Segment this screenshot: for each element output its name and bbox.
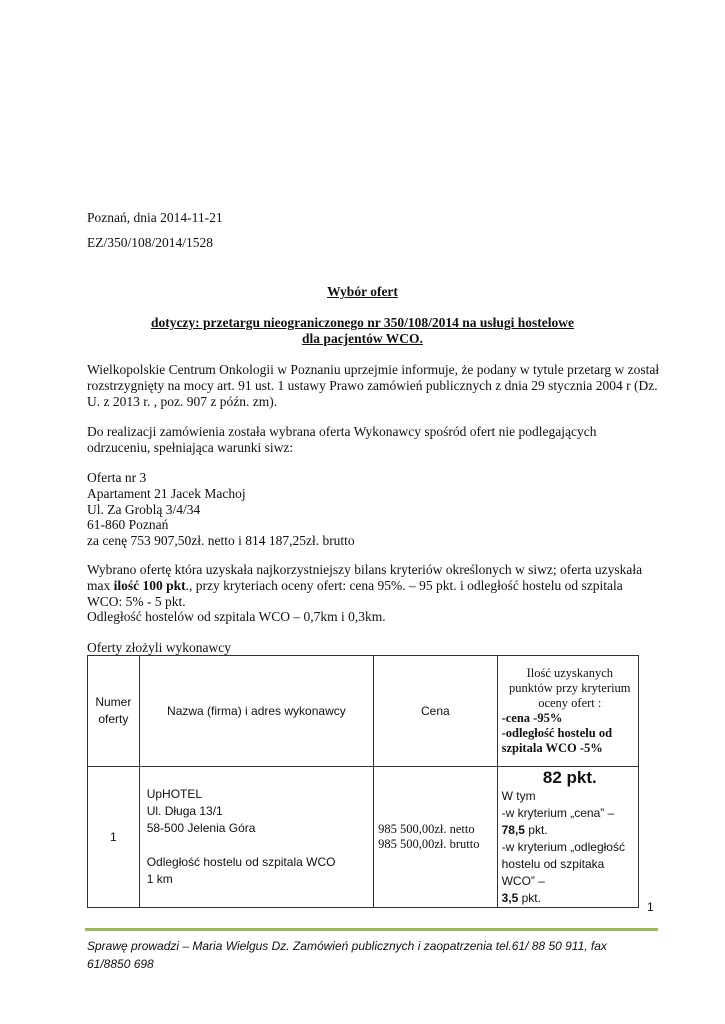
subject-line-1: dotyczy: przetargu nieograniczonego nr 350/108/2014 na usługi hostelowe xyxy=(150,315,575,330)
paragraph-1-line: rozstrzygnięty na mocy art. 91 ust. 1 ustawy Prawo zamówień publicznych z dnia 29 stycznia 2004 r (Dz. xyxy=(87,378,658,393)
footer-contact: Sprawę prowadzi – Maria Wielgus Dz. Zamówień publicznych i zaopatrzenia tel.61/ 88 50 911, fax 61/8850 698 xyxy=(87,939,607,971)
price-net: 985 500,00zł. netto xyxy=(378,822,475,836)
points-unit: pkt. xyxy=(518,891,541,905)
paragraph-2-line: odrzuceniu, spełniająca warunki siwz: xyxy=(87,440,294,455)
text-run: max xyxy=(87,578,114,593)
paragraph-3-line xyxy=(87,577,623,594)
subject-line-2: dla pacjentów WCO. xyxy=(302,331,423,346)
points-value: 3,5 xyxy=(501,891,519,905)
distance-value: 1 km xyxy=(146,872,173,886)
header-text: oferty xyxy=(98,712,129,726)
document-title: Wybór ofert xyxy=(327,284,398,299)
price-cell xyxy=(374,767,497,908)
text-run: ., przy kryteriach oceny ofert: cena 95%. – 95 pkt. i odległość hostelu od szpitala xyxy=(185,578,623,593)
header-text: Ilość uzyskanych xyxy=(526,666,614,680)
table-row xyxy=(88,767,639,908)
paragraph-3-line: WCO: 5% - 5 pkt. xyxy=(87,594,186,609)
header-points xyxy=(497,656,638,767)
max-points: ilość 100 pkt xyxy=(113,578,186,593)
criterion-distance-points xyxy=(502,890,638,907)
contractor-name: UpHOTEL xyxy=(146,787,203,801)
winner-line: za cenę 753 907,50zł. netto i 814 187,25zł. brutto xyxy=(87,533,355,548)
points-value: 78,5 xyxy=(501,823,525,837)
total-points: 82 pkt. xyxy=(542,768,597,787)
header-contractor: Nazwa (firma) i adres wykonawcy xyxy=(139,656,373,767)
paragraph-1-line: U. z 2013 r. , poz. 907 z późn. zm). xyxy=(87,394,278,409)
price-gross: 985 500,00zł. brutto xyxy=(378,837,480,851)
header-text: szpitala WCO -5% xyxy=(501,741,603,755)
page-number: 1 xyxy=(647,900,654,914)
distance-label: Odległość hostelu od szpitala WCO xyxy=(146,855,336,869)
contractor-street: Ul. Długa 13/1 xyxy=(146,804,223,818)
winner-line: Apartament 21 Jacek Machoj xyxy=(87,486,246,501)
contractor-cell xyxy=(139,767,373,908)
header-text: punktów przy kryterium xyxy=(509,681,631,695)
header-text: oceny ofert : xyxy=(538,696,602,710)
criterion-distance: hostelu od szpitaka WCO” – xyxy=(501,857,605,888)
offers-label: Oferty złożyli wykonawcy xyxy=(87,640,231,655)
points-unit: pkt. xyxy=(524,823,548,837)
header-price: Cena xyxy=(374,656,497,767)
table-header-row xyxy=(88,656,639,767)
header-offer-number xyxy=(88,656,140,767)
header-text: -odległość hostelu od xyxy=(501,726,613,740)
paragraph-1-line: Wielkopolskie Centrum Onkologii w Poznaniu uprzejmie informuje, że podany w tytule przetarg w został xyxy=(87,362,660,377)
footer-divider xyxy=(85,928,658,931)
offer-number: 1 xyxy=(88,767,140,908)
points-note: W tym xyxy=(501,789,536,803)
criterion-distance: -w kryterium „odległość xyxy=(501,840,625,854)
criterion-price: -w kryterium „cena” – xyxy=(501,806,615,820)
criterion-price-points xyxy=(502,822,638,839)
winner-line: 61-860 Poznań xyxy=(87,517,169,532)
header-text: Numer xyxy=(95,695,132,709)
winner-line: Ul. Za Groblą 3/4/34 xyxy=(87,502,201,517)
contractor-city: 58-500 Jelenia Góra xyxy=(146,821,256,835)
points-cell xyxy=(497,767,638,908)
place-date: Poznań, dnia 2014-11-21 xyxy=(87,210,223,225)
paragraph-2-line: Do realizacji zamówienia została wybrana oferta Wykonawcy spośród ofert nie podlegających xyxy=(87,424,597,439)
offers-table xyxy=(87,655,639,908)
paragraph-3-line: Odległość hostelów od szpitala WCO – 0,7km i 0,3km. xyxy=(87,609,386,624)
winner-line: Oferta nr 3 xyxy=(87,470,147,485)
reference-number: EZ/350/108/2014/1528 xyxy=(87,235,213,250)
header-text: -cena -95% xyxy=(501,711,563,725)
paragraph-3-line: Wybrano ofertę która uzyskała najkorzystniejszy bilans kryteriów określonych w siwz; oferta uzyskała xyxy=(87,562,643,577)
